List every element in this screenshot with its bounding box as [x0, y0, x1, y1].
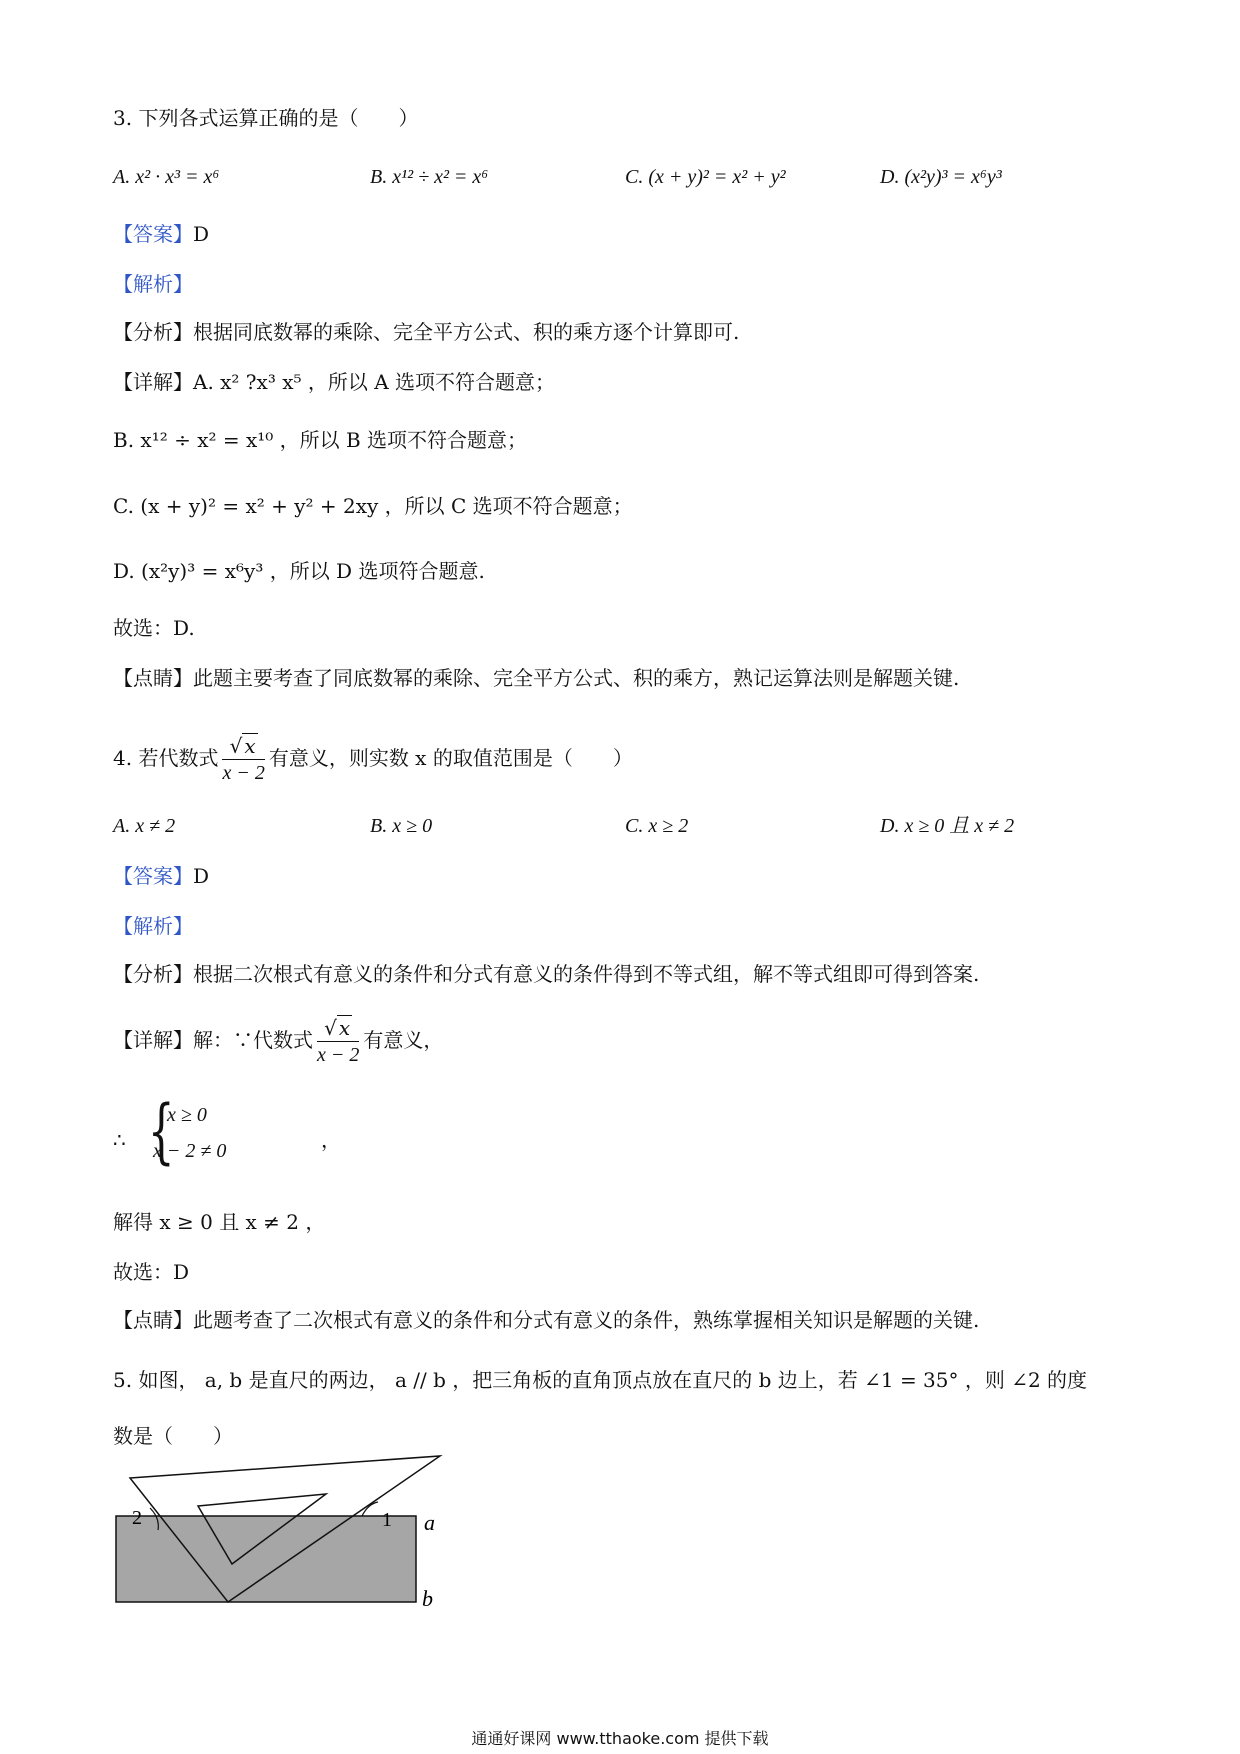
q4-fraction	[222, 733, 264, 786]
answer-tag: 【答案】	[113, 864, 193, 888]
q4-answer	[113, 862, 209, 890]
system-row-2: x − 2 ≠ 0	[153, 1140, 227, 1162]
label-a: a	[424, 1510, 435, 1535]
q3-analysis-tag: 【解析】	[113, 272, 193, 296]
answer-value: D	[193, 864, 210, 888]
ruler	[116, 1516, 416, 1602]
q4-detail-post: 有意义，	[363, 1028, 444, 1052]
system-row-1: x ≥ 0	[167, 1104, 207, 1126]
q3-detail-d: D. (x²y)³ = x⁶y³ ，所以 D 选项符合题意.	[113, 559, 485, 583]
q5-stem-line2: 数是（ ）	[113, 1424, 233, 1448]
q4-stem-pre: 4. 若代数式	[113, 746, 219, 770]
q4-detail-denominator: x − 2	[317, 1044, 360, 1066]
q4-detail-pre: 【详解】解：∵代数式	[113, 1028, 313, 1052]
q3-option-d: D. (x²y)³ = x⁶y³	[880, 166, 1002, 188]
q4-option-a: A. x ≠ 2	[113, 815, 176, 837]
label-angle-1: 1	[382, 1509, 392, 1531]
sqrt-symbol: √ x	[324, 1016, 351, 1040]
q4-dianjing: 【点睛】此题考查了二次根式有意义的条件和分式有意义的条件，熟练掌握相关知识是解题的关键.	[113, 1308, 980, 1332]
q4-choose: 故选：D	[113, 1260, 190, 1284]
brace-icon: {	[147, 1090, 175, 1172]
q3-answer	[113, 220, 209, 248]
q4-option-d: D. x ≥ 0 且 x ≠ 2	[880, 815, 1015, 837]
q4-stem-post: 有意义，则实数 x 的取值范围是（ ）	[268, 746, 633, 770]
q3-choose: 故选：D.	[113, 616, 195, 640]
q3-option-a: A. x² · x³ = x⁶	[113, 166, 220, 188]
footer: 通通好课网 www.tthaoke.com 提供下载	[471, 1729, 769, 1748]
q3-detail-a: 【详解】A. x² ?x³ x⁵ ，所以 A 选项不符合题意；	[113, 370, 556, 394]
system-comma: ，	[321, 1128, 341, 1152]
q4-detail	[113, 1010, 443, 1070]
q5-stem-line1: 5. 如图， a, b 是直尺的两边， a // b ，把三角板的直角顶点放在直尺的 b 边上，若 ∠1 = 35° ，则 ∠2 的度	[113, 1368, 1088, 1392]
q3-detail-c: C. (x + y)² = x² + y² + 2xy ，所以 C 选项不符合题意；	[113, 494, 633, 518]
label-angle-2: 2	[132, 1507, 142, 1529]
ruler-triangle-figure	[100, 1448, 460, 1628]
q3-option-c: C. (x + y)² = x² + y²	[625, 166, 786, 188]
q4-option-c: C. x ≥ 2	[625, 815, 689, 837]
q4-denominator: x − 2	[222, 762, 265, 784]
q3-option-b: B. x¹² ÷ x² = x⁶	[370, 166, 489, 188]
q4-numerator: x	[244, 734, 256, 758]
q4-option-b: B. x ≥ 0	[370, 815, 433, 837]
q4-detail-fraction	[317, 1015, 359, 1068]
q4-analysis-tag: 【解析】	[113, 914, 193, 938]
q4-detail-numerator: x	[338, 1016, 351, 1040]
answer-value: D	[193, 222, 210, 246]
q4-fenxi: 【分析】根据二次根式有意义的条件和分式有意义的条件得到不等式组，解不等式组即可得到答案.	[113, 962, 980, 986]
therefore-symbol: ∴	[113, 1128, 126, 1152]
label-b: b	[422, 1586, 433, 1611]
answer-tag: 【答案】	[113, 222, 193, 246]
q4-stem	[113, 728, 633, 788]
q3-fenxi: 【分析】根据同底数幂的乘除、完全平方公式、积的乘方逐个计算即可.	[113, 320, 740, 344]
q3-stem: 3. 下列各式运算正确的是（ ）	[113, 106, 419, 130]
q4-solve: 解得 x ≥ 0 且 x ≠ 2 ，	[113, 1210, 326, 1234]
sqrt-symbol: √ x	[229, 734, 256, 758]
q3-detail-b: B. x¹² ÷ x² = x¹⁰ ，所以 B 选项不符合题意；	[113, 428, 528, 452]
q3-dianjing: 【点睛】此题主要考查了同底数幂的乘除、完全平方公式、积的乘方，熟记运算法则是解题关键.	[113, 666, 960, 690]
